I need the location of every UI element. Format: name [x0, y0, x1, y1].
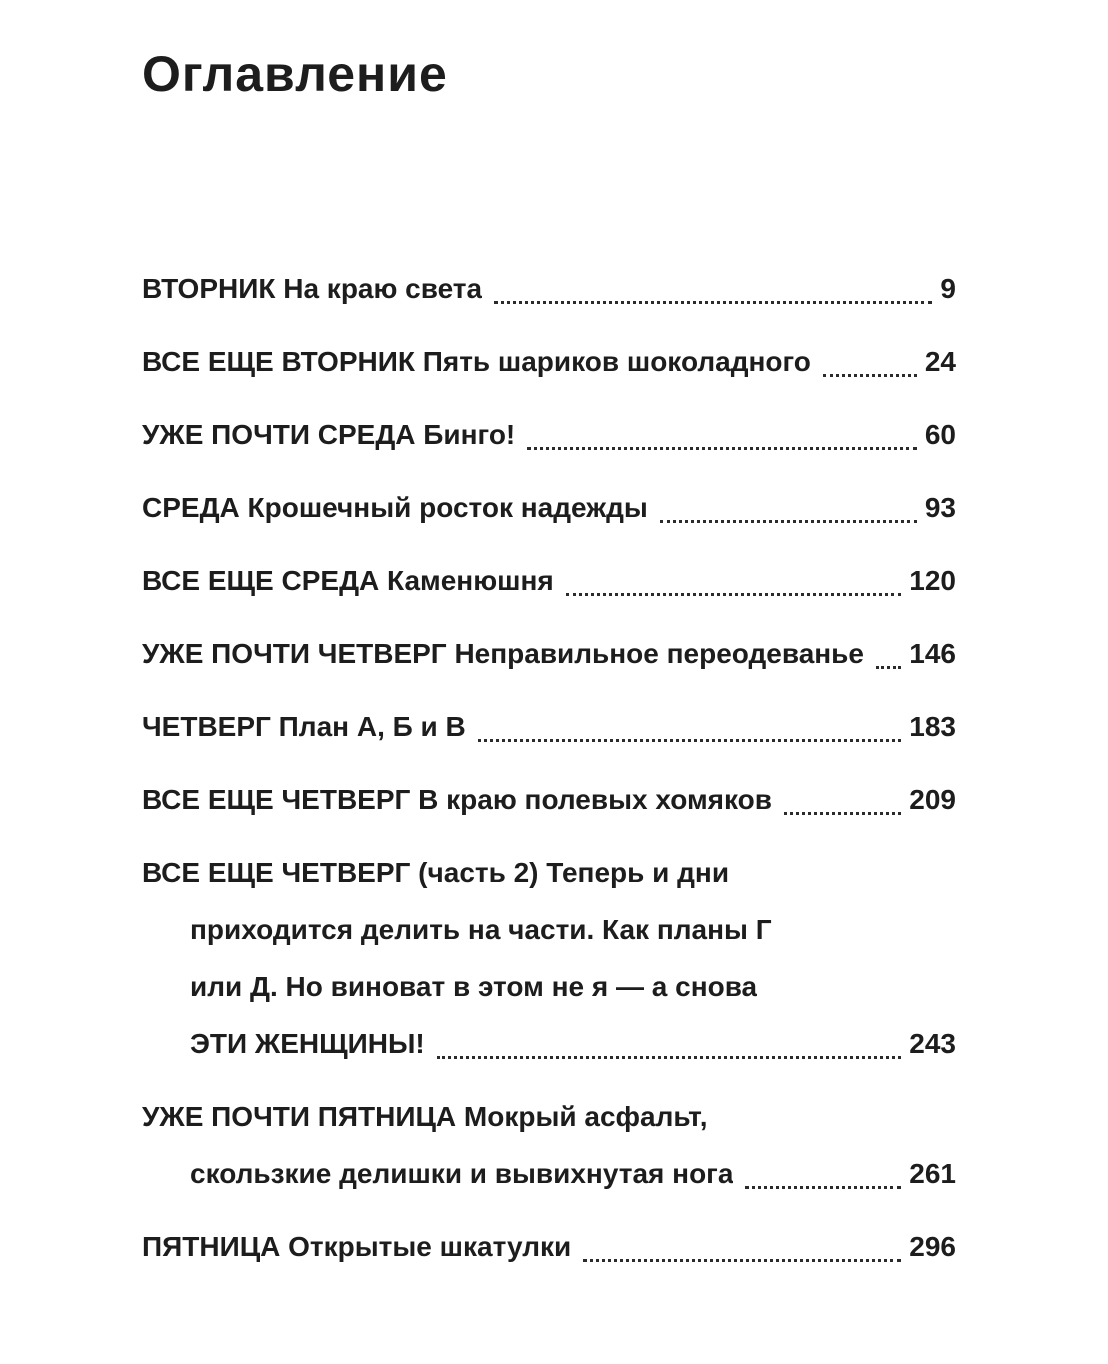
dot-leader — [784, 812, 901, 815]
toc-entry-line — [142, 479, 956, 536]
toc-entry — [142, 406, 956, 463]
toc-entry — [142, 479, 956, 536]
page-number: 24 — [924, 345, 956, 377]
page-number: 9 — [940, 272, 956, 304]
toc-entry-line — [142, 333, 956, 390]
toc-entry — [142, 1218, 956, 1275]
page-number: 296 — [909, 1230, 956, 1262]
chapter-title: ВСЕ ЕЩЕ ЧЕТВЕРГ (часть 2) Теперь и дни — [142, 856, 730, 888]
chapter-title: или Д. Но виноват в этом не я — а снова — [190, 970, 758, 1002]
chapter-title: скользкие делишки и вывихнутая нога — [190, 1157, 734, 1189]
chapter-title: УЖЕ ПОЧТИ ЧЕТВЕРГ Неправильное переодеванье — [142, 637, 864, 669]
chapter-title: ПЯТНИЦА Открытые шкатулки — [142, 1230, 572, 1262]
toc-entry-line — [142, 1088, 956, 1145]
toc-entry — [142, 625, 956, 682]
toc-entry-line — [142, 1015, 956, 1072]
toc-entry — [142, 844, 956, 1072]
toc-entry — [142, 698, 956, 755]
toc-entry-line — [142, 552, 956, 609]
dot-leader — [660, 520, 917, 523]
dot-leader — [478, 739, 902, 742]
page-number: 183 — [909, 710, 956, 742]
chapter-title: УЖЕ ПОЧТИ ПЯТНИЦА Мокрый асфальт, — [142, 1100, 708, 1132]
chapter-title: ЧЕТВЕРГ План А, Б и В — [142, 710, 466, 742]
chapter-title: СРЕДА Крошечный росток надежды — [142, 491, 648, 523]
dot-leader — [527, 447, 917, 450]
page-number: 120 — [909, 564, 956, 596]
chapter-title: приходится делить на части. Как планы Г — [190, 913, 772, 945]
chapter-title: ВТОРНИК На краю света — [142, 272, 483, 304]
chapter-title: ВСЕ ЕЩЕ ЧЕТВЕРГ В краю полевых хомяков — [142, 783, 772, 815]
chapter-title: ВСЕ ЕЩЕ ВТОРНИК Пять шариков шоколадного — [142, 345, 811, 377]
page-number: 93 — [924, 491, 956, 523]
toc-entry-line — [142, 625, 956, 682]
chapter-title: ВСЕ ЕЩЕ СРЕДА Каменюшня — [142, 564, 554, 596]
page-number: 60 — [924, 418, 956, 450]
page-number: 209 — [909, 783, 956, 815]
page-number: 243 — [909, 1027, 956, 1059]
toc-entry-line — [142, 958, 956, 1015]
page-title: Оглавление — [142, 46, 448, 102]
toc-entry-line — [142, 844, 956, 901]
chapter-title: ЭТИ ЖЕНЩИНЫ! — [190, 1027, 425, 1059]
toc-entry-line — [142, 1218, 956, 1275]
chapter-title: УЖЕ ПОЧТИ СРЕДА Бинго! — [142, 418, 516, 450]
toc-entry-line — [142, 406, 956, 463]
toc-entry-line — [142, 901, 956, 958]
toc-entry-line — [142, 698, 956, 755]
toc-entry — [142, 552, 956, 609]
dot-leader — [745, 1186, 901, 1189]
page-number: 261 — [909, 1157, 956, 1189]
toc-entry-line — [142, 771, 956, 828]
dot-leader — [876, 666, 901, 669]
dot-leader — [494, 301, 932, 304]
dot-leader — [583, 1259, 901, 1262]
page-number: 146 — [909, 637, 956, 669]
dot-leader — [437, 1056, 902, 1059]
toc-entry-line — [142, 1145, 956, 1202]
toc-list — [142, 260, 956, 1275]
toc-entry — [142, 1088, 956, 1202]
toc-entry — [142, 771, 956, 828]
toc-entry-line — [142, 260, 956, 317]
dot-leader — [566, 593, 902, 596]
dot-leader — [823, 374, 917, 377]
toc-entry — [142, 333, 956, 390]
toc-entry — [142, 260, 956, 317]
